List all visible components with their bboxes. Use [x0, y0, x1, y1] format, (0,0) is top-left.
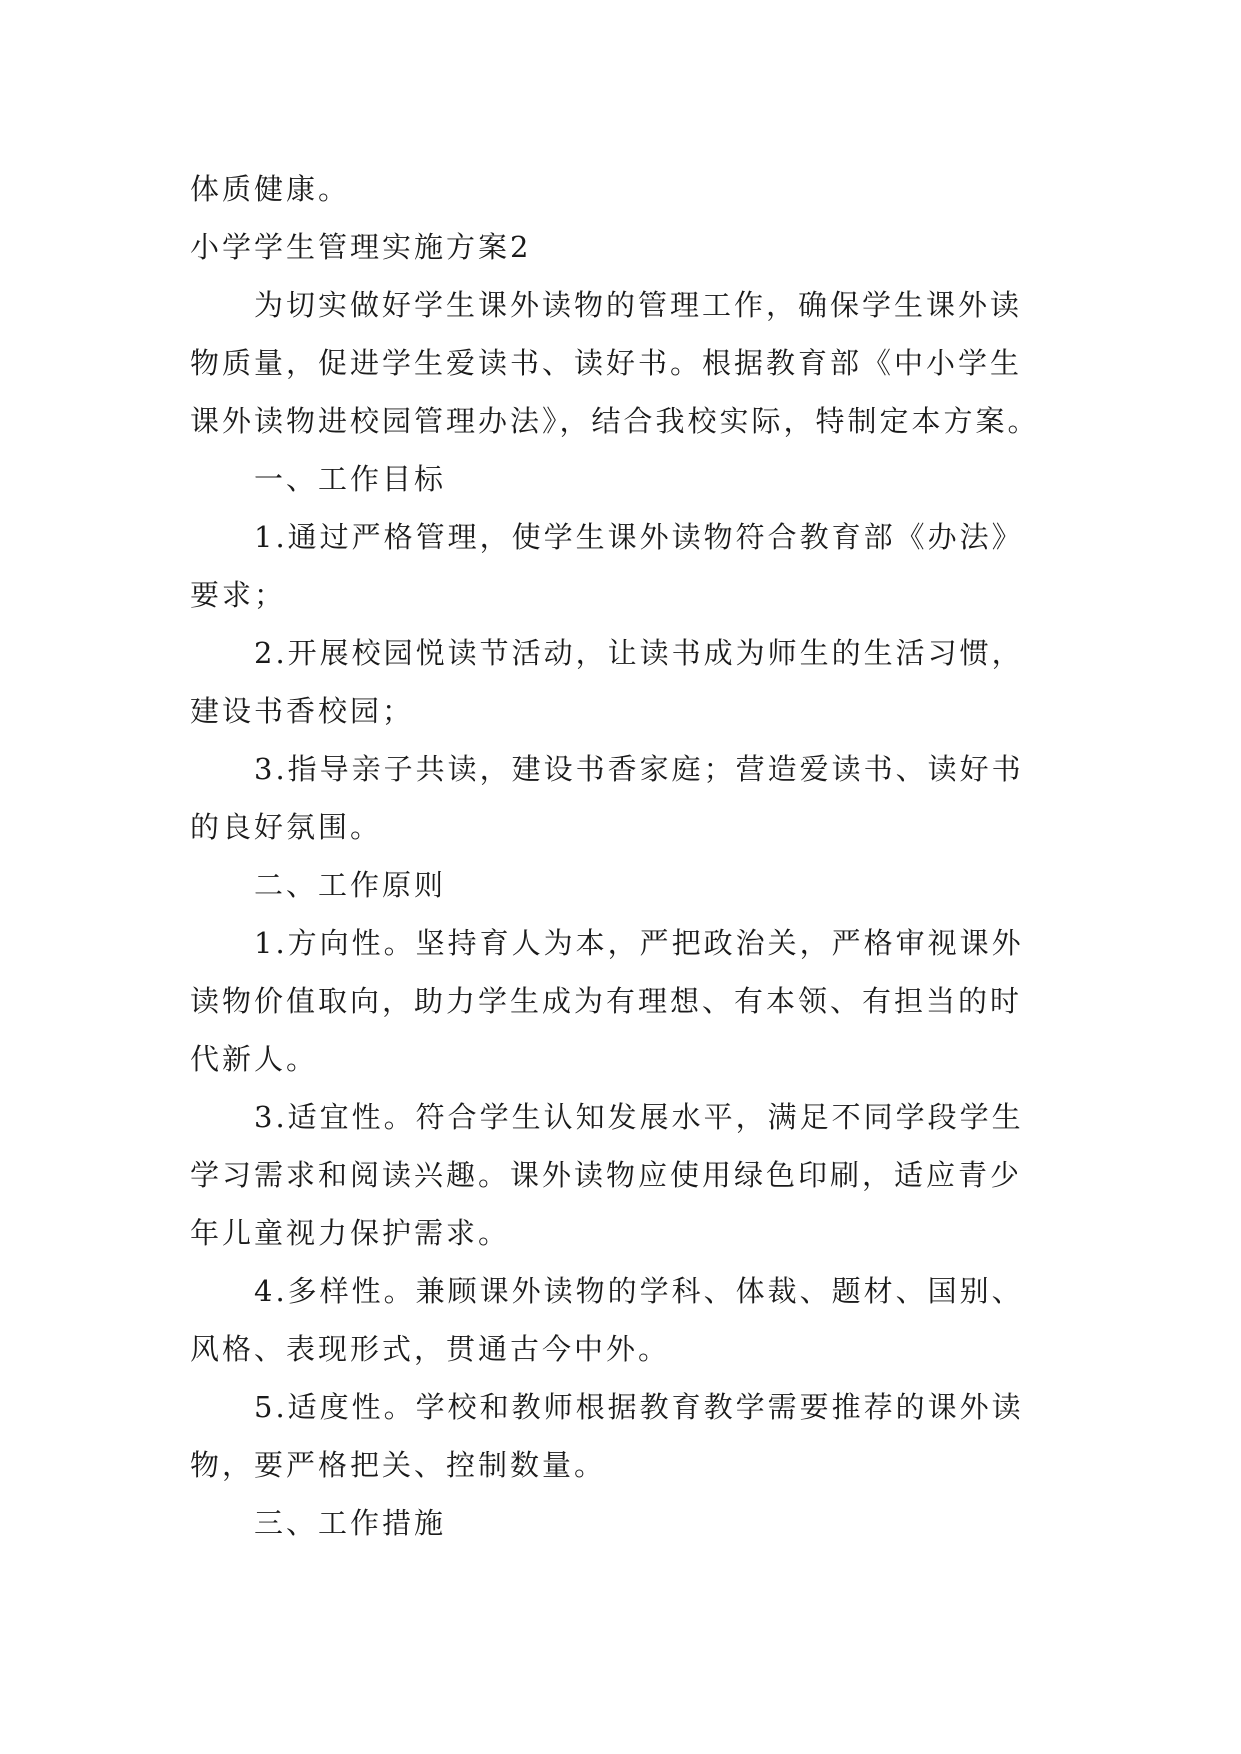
paragraph-continuation: 体质健康。: [190, 172, 351, 206]
principle-item: 3.适宜性。符合学生认知发展水平，满足不同学段学生学习需求和阅读兴趣。课外读物应使用绿色印刷，适应青少年儿童视力保护需求。: [190, 1100, 1024, 1250]
paragraph-intro: 为切实做好学生课外读物的管理工作，确保学生课外读物质量，促进学生爱读书、读好书。根据教育部《中小学生课外读物进校园管理办法》，结合我校实际，特制定本方案。: [190, 288, 1040, 438]
goal-item: 2.开展校园悦读节活动，让读书成为师生的生活习惯，建设书香校园；: [190, 636, 1024, 728]
heading-measures: 三、工作措施: [254, 1506, 447, 1540]
document-body: [190, 160, 1050, 1552]
heading-goals: 一、工作目标: [254, 462, 447, 496]
principle-item: 4.多样性。兼顾课外读物的学科、体裁、题材、国别、风格、表现形式，贯通古今中外。: [190, 1274, 1024, 1366]
principle-item: 5.适度性。学校和教师根据教育教学需要推荐的课外读物，要严格把关、控制数量。: [190, 1390, 1024, 1482]
section-title: 小学学生管理实施方案2: [190, 230, 532, 264]
principle-item: 1.方向性。坚持育人为本，严把政治关，严格审视课外读物价值取向，助力学生成为有理想、有本领、有担当的时代新人。: [190, 926, 1024, 1076]
goal-item: 3.指导亲子共读，建设书香家庭；营造爱读书、读好书的良好氛围。: [190, 752, 1024, 844]
goal-item: 1.通过严格管理，使学生课外读物符合教育部《办法》要求；: [190, 520, 1024, 612]
heading-principles: 二、工作原则: [254, 868, 447, 902]
